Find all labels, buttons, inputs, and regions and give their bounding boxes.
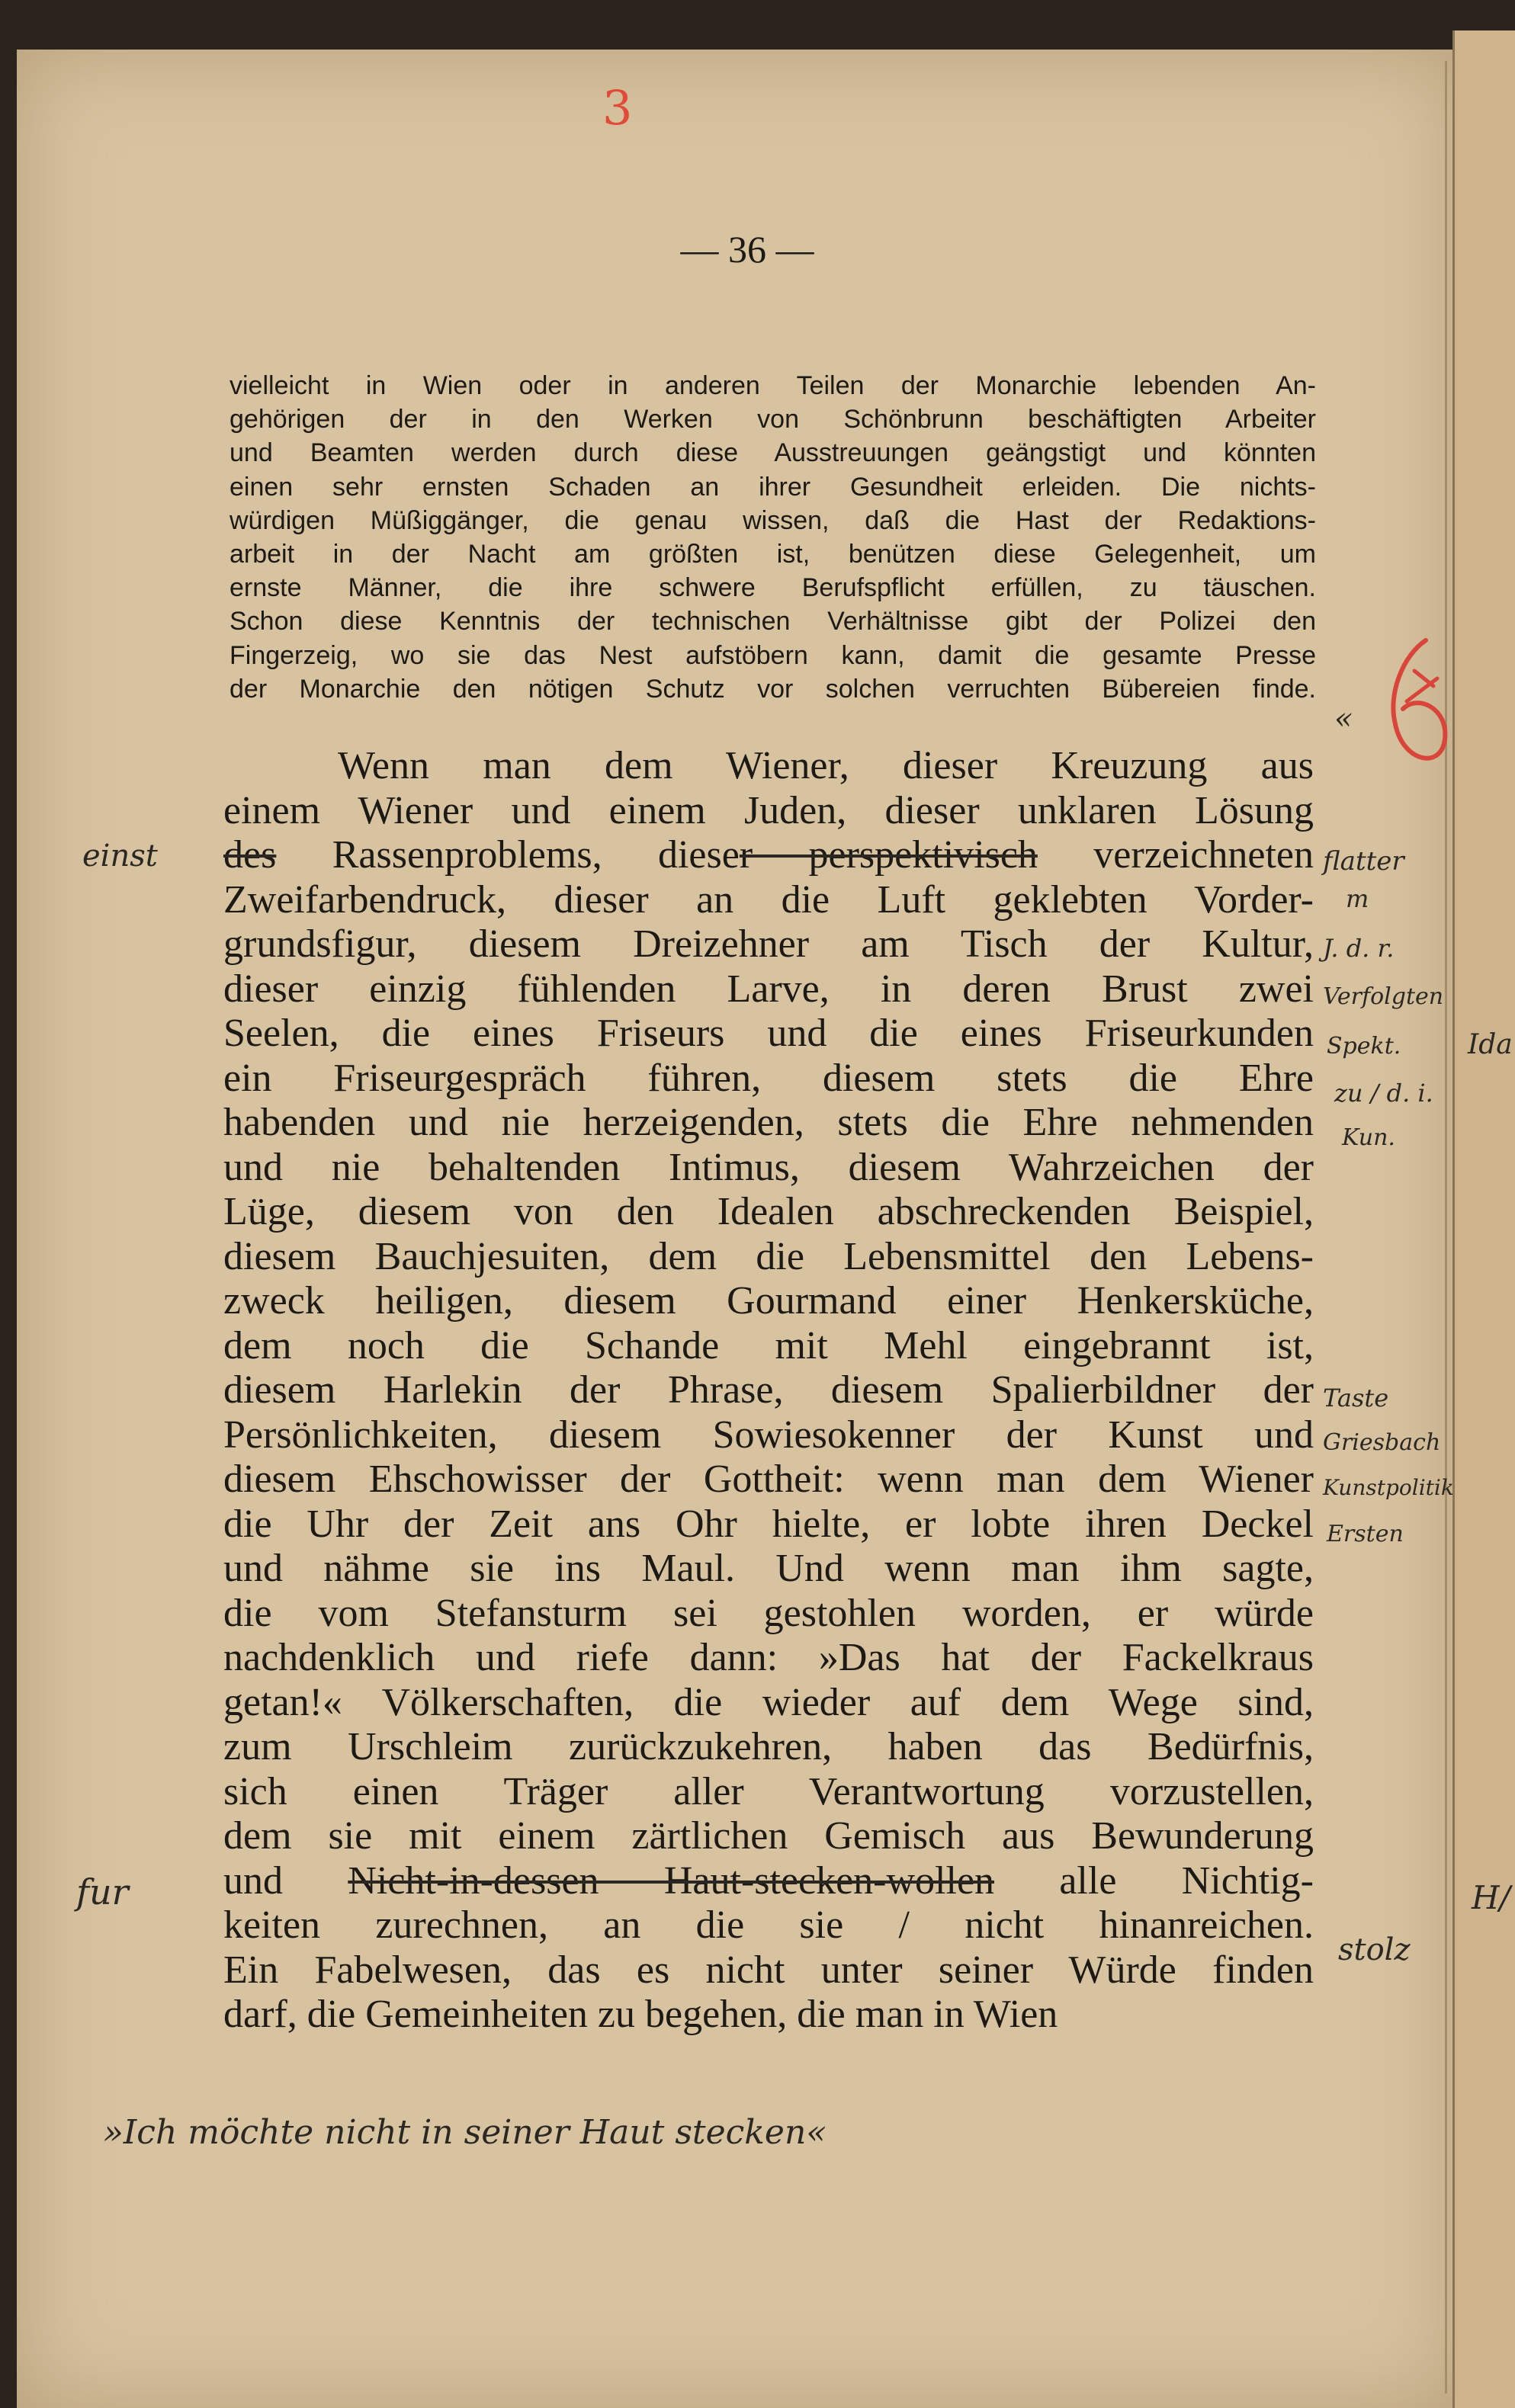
text-line: getan!« Völkerschaften, die wieder auf dem Wege sind, (223, 1680, 1314, 1724)
text-line: die Uhr der Zeit ans Ohr hielte, er lobte ihren Deckel (223, 1502, 1314, 1546)
margin-note-right: Ida (1468, 1029, 1513, 1060)
text-fragment: verzeichneten (1037, 833, 1314, 877)
page-edge (1445, 61, 1447, 2394)
text-line: Persönlichkeiten, diesem Sowiesokenner der Kunst und (223, 1412, 1314, 1457)
page-number: — 36 — (680, 228, 814, 271)
small-print-paragraph (229, 369, 1316, 706)
text-line: sich einen Träger aller Verantwortung vorzustellen, (223, 1769, 1314, 1813)
margin-note-right: « (1334, 701, 1353, 736)
margin-note-right: H/ (1472, 1879, 1510, 1916)
text-line: diesem Bauchjesuiten, dem die Lebensmittel den Lebens- (223, 1234, 1314, 1278)
text-line: zum Urschleim zurückzukehren, haben das Bedürfnis, (223, 1725, 1314, 1768)
margin-note-right: Verfolgten (1323, 983, 1444, 1010)
text-fragment: Rassenproblems, diese (276, 833, 740, 877)
text-fragment: und (223, 1858, 348, 1903)
text-line: und Beamten werden durch diese Ausstreuungen geängstigt und könnten (229, 438, 1316, 468)
margin-note-left: einst (82, 838, 158, 874)
text-line: keiten zurechnen, an die sie / nicht hinanreichen. (223, 1903, 1314, 1947)
text-line: einen sehr ernsten Schaden an ihrer Gesundheit erleiden. Die nichts- (229, 472, 1316, 502)
text-fragment: alle Nichtig- (994, 1858, 1314, 1903)
text-line (223, 1859, 1314, 1904)
red-pencil-scrawl-icon (1372, 633, 1456, 785)
text-line: die vom Stefansturm sei gestohlen worden, er würde (223, 1591, 1314, 1635)
text-line: ernste Männer, die ihre schwere Berufspflicht erfüllen, zu täuschen. (229, 573, 1316, 603)
margin-note-right: Kunstpolitik (1323, 1475, 1454, 1500)
margin-note-left: fur (76, 1871, 129, 1913)
text-line: Wenn man dem Wiener, dieser Kreuzung aus (338, 744, 1314, 787)
text-line: Ein Fabelwesen, das es nicht unter seiner Würde finden (223, 1948, 1314, 1992)
handwritten-footer-note: »Ich möchte nicht in seiner Haut stecken« (103, 2113, 827, 2152)
text-line: Zweifarbendruck, dieser an die Luft geklebten Vorder- (223, 877, 1314, 922)
text-line: gehörigen der in den Werken von Schönbrunn beschäftigten Arbeiter (229, 405, 1316, 434)
main-paragraph (223, 744, 1314, 2038)
text-line: und nähme sie ins Maul. Und wenn man ihm sagte, (223, 1547, 1314, 1590)
struck-word: des (223, 833, 277, 877)
text-line: darf, die Gemeinheiten zu begehen, die man in Wien (223, 1993, 1058, 2036)
text-line: Seelen, die eines Friseurs und die eines Friseurkunden (223, 1012, 1314, 1055)
text-line: Fingerzeig, wo sie das Nest aufstöbern kann, damit die gesamte Presse (229, 640, 1316, 670)
folio-mark: 3 (602, 80, 633, 136)
text-line: grundsfigur, diesem Dreizehner am Tisch der Kultur, (223, 922, 1314, 966)
adjacent-page-edge (1452, 30, 1515, 2408)
text-line: diesem Ehschowisser der Gottheit: wenn man dem Wiener (223, 1457, 1314, 1501)
text-line: nachdenklich und riefe dann: »Das hat der Fackelkraus (223, 1636, 1314, 1679)
margin-note-right: Griesbach (1323, 1429, 1441, 1456)
text-line: vielleicht in Wien oder in anderen Teilen der Monarchie lebenden An- (229, 371, 1316, 400)
text-line: dem sie mit einem zärtlichen Gemisch aus Bewunderung (223, 1814, 1314, 1858)
text-line: würdigen Müßiggänger, die genau wissen, daß die Hast der Redaktions- (229, 505, 1316, 535)
text-line: Schon diese Kenntnis der technischen Verhältnisse gibt der Polizei den (229, 607, 1316, 636)
margin-note-right: stolz (1338, 1932, 1411, 1967)
margin-note-right: J. d. r. (1323, 934, 1395, 963)
text-line: und nie behaltenden Intimus, diesem Wahrzeichen der (223, 1145, 1314, 1189)
margin-note-right: Kun. (1342, 1124, 1395, 1151)
text-line: der Monarchie den nötigen Schutz vor solchen verruchten Bübereien finde. (229, 674, 1316, 704)
struck-phrase: Nicht-in-dessen Haut-stecken-wollen (348, 1858, 995, 1903)
text-line: dem noch die Schande mit Mehl eingebrannt ist, (223, 1323, 1314, 1368)
margin-note-right: zu / d. i. (1334, 1079, 1433, 1108)
struck-phrase: r perspektivisch (739, 833, 1038, 877)
text-line: Lüge, diesem von den Idealen abschreckenden Beispiel, (223, 1190, 1314, 1233)
margin-note-right: m (1346, 884, 1369, 913)
margin-note-right: Spekt. (1327, 1033, 1401, 1060)
text-line: zweck heiligen, diesem Gourmand einer Henkersküche, (223, 1279, 1314, 1323)
text-line: ein Friseurgespräch führen, diesem stets die Ehre (223, 1056, 1314, 1100)
text-line: dieser einzig fühlenden Larve, in deren Brust zwei (223, 967, 1314, 1011)
text-line: einem Wiener und einem Juden, dieser unklaren Lösung (223, 788, 1314, 832)
margin-note-right: Ersten (1327, 1521, 1404, 1547)
text-line: diesem Harlekin der Phrase, diesem Spalierbildner der (223, 1368, 1314, 1412)
text-line: arbeit in der Nacht am größten ist, benützen diese Gelegenheit, um (229, 540, 1316, 569)
text-line (223, 833, 1314, 878)
text-line: habenden und nie herzeigenden, stets die Ehre nehmenden (223, 1101, 1314, 1144)
margin-note-right: flatter (1323, 846, 1404, 877)
margin-note-right: Taste (1323, 1384, 1389, 1412)
